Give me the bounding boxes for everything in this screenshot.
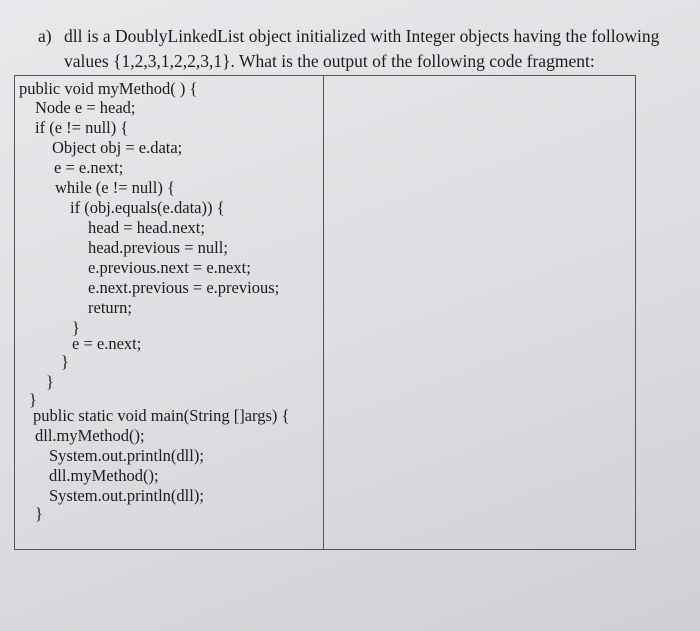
code-line-23: } <box>35 504 43 523</box>
code-line-20: System.out.println(dll); <box>49 446 204 465</box>
code-line-18: public static void main(String []args) { <box>33 406 290 425</box>
code-line-10: e.previous.next = e.next; <box>88 258 251 277</box>
column-divider <box>323 76 324 549</box>
code-line-19: dll.myMethod(); <box>35 426 145 445</box>
code-line-15: } <box>61 352 69 371</box>
code-line-16: } <box>46 372 54 391</box>
question-text <box>38 24 668 74</box>
code-line-8: head = head.next; <box>88 218 205 237</box>
code-line-12: return; <box>88 298 132 317</box>
code-line-17: } <box>29 390 37 409</box>
code-line-2: Node e = head; <box>35 98 136 117</box>
code-line-7: if (obj.equals(e.data)) { <box>70 198 225 217</box>
question-label: a) <box>38 26 52 46</box>
code-line-5: e = e.next; <box>54 158 124 177</box>
code-line-14: e = e.next; <box>72 334 142 353</box>
code-line-13: } <box>72 318 80 337</box>
code-line-21: dll.myMethod(); <box>49 466 159 485</box>
question-text-1: dll is a DoublyLinkedList object initialized with Integer objects having the following <box>64 26 660 46</box>
code-line-11: e.next.previous = e.previous; <box>88 278 280 297</box>
code-line-22: System.out.println(dll); <box>49 486 204 505</box>
question-line-1 <box>38 24 668 49</box>
code-line-6: while (e != null) { <box>55 178 175 197</box>
code-line-3: if (e != null) { <box>35 118 129 137</box>
question-line-2: values {1,2,3,1,2,2,3,1}. What is the output of the following code fragment: <box>64 51 595 71</box>
answer-table <box>14 75 636 550</box>
code-line-4: Object obj = e.data; <box>52 138 183 157</box>
code-line-1: public void myMethod( ) { <box>19 79 198 98</box>
code-line-9: head.previous = null; <box>88 238 228 257</box>
